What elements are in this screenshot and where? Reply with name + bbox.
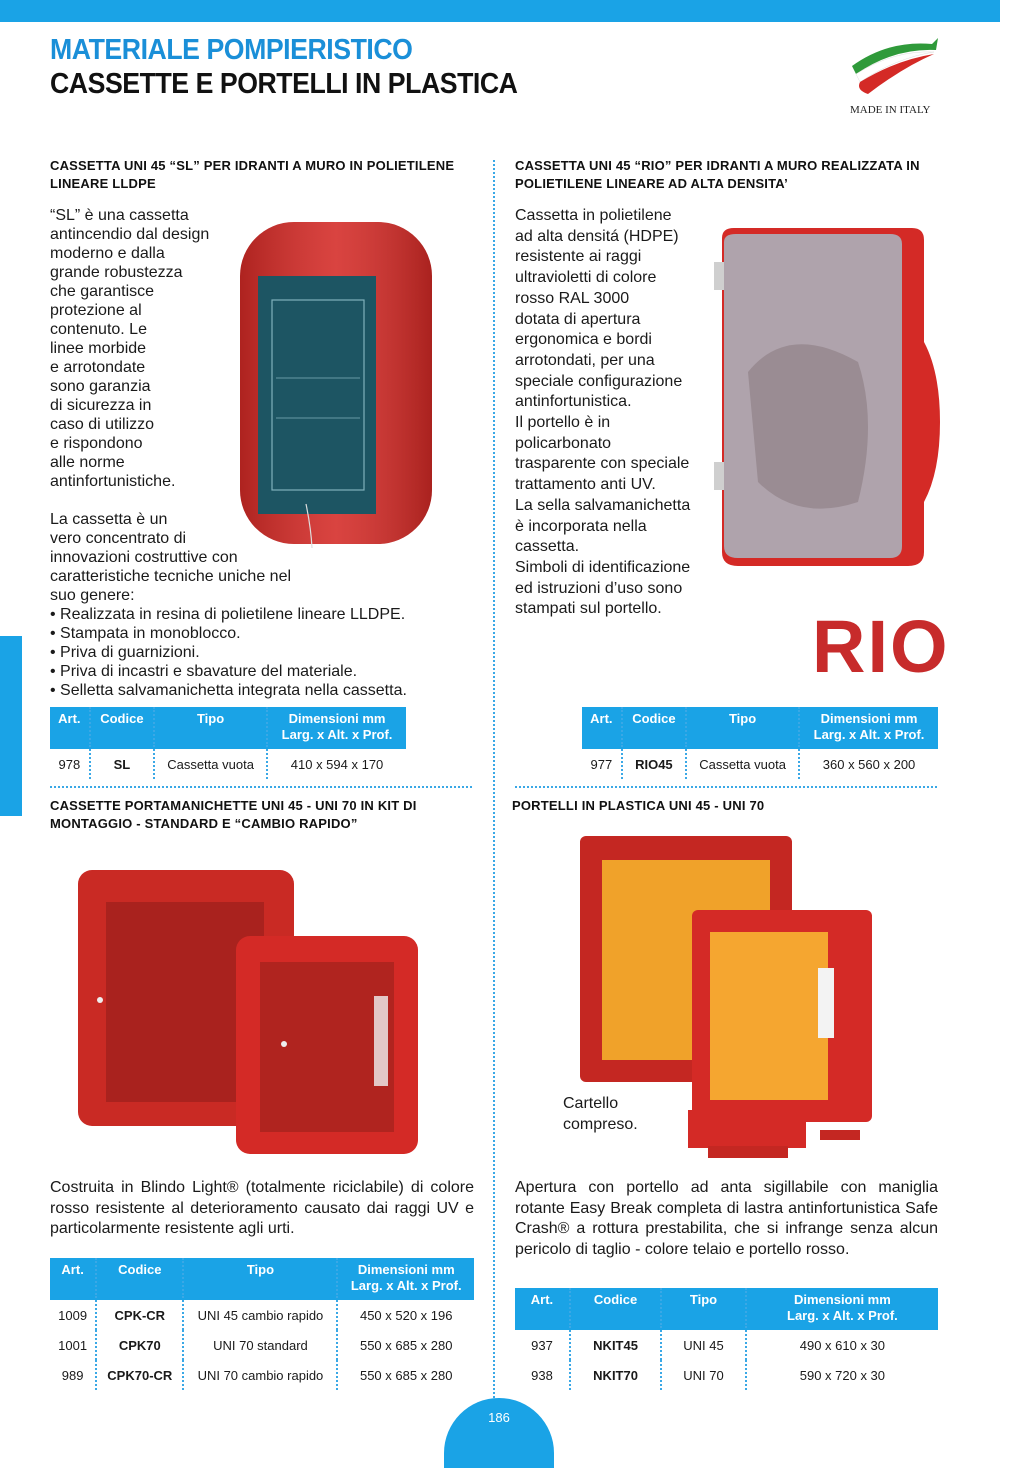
made-in-italy-label: MADE IN ITALY [850,104,931,116]
page-title: CASSETTE E PORTELLI IN PLASTICA [50,68,518,100]
sl-intro: “SL” è una cassetta antincendio dal design moderno e dalla grande robustezza che garantisce protezione al contenuto. Le linee morbide e arrotondate sono garanzia di sicurezza in caso di utilizzo e rispondono alle norme antinfortunistiche. [50,207,210,490]
sl-details: La cassetta è un vero concentrato di innovazioni costruttive con caratteristiche tecniche uniche nel suo genere: • Realizzata in resina di polietilene lineare LLDPE. • Stampata in monoblocco. • Priva di guarnizioni. • Priva di incastri e sbavature del materiale. • Selletta salvamanichetta integrata nella cassetta. [50,510,450,700]
row-divider-left [50,786,472,788]
section-heading-portelli: PORTELLI IN PLASTICA UNI 45 - UNI 70 [512,798,765,813]
list-item: • Realizzata in resina di polietilene lineare LLDPE. [50,606,406,623]
section-heading-kit: CASSETTE PORTAMANICHETTE UNI 45 - UNI 70 IN KIT DI MONTAGGIO - STANDARD E “CAMBIO RAPIDO” [50,798,417,831]
col-header: Codice [96,1258,183,1299]
col-header: Art. [515,1288,570,1329]
col-header: Art. [582,707,622,748]
portelli-spec-table [515,1288,938,1390]
page-title-category: MATERIALE POMPIERISTICO [50,34,413,66]
table-row: 977 RIO45 Cassetta vuota 360 x 560 x 200 [582,748,938,779]
rio-spec-table [582,707,938,779]
column-divider [493,160,495,1410]
col-header: Dimensioni mm Larg. x Alt. x Prof. [267,707,406,748]
table-row: 1009 CPK-CR UNI 45 cambio rapido 450 x 520 x 196 [50,1299,474,1330]
col-header: Art. [50,707,90,748]
table-row: 1001 CPK70 UNI 70 standard 550 x 685 x 280 [50,1330,474,1360]
side-accent-tab [0,636,22,816]
top-accent-bar [0,0,1000,22]
col-header: Tipo [154,707,267,748]
col-header: Tipo [183,1258,337,1299]
row-divider-right [515,786,937,788]
col-header: Codice [622,707,686,748]
col-header: Tipo [686,707,799,748]
col-header: Art. [50,1258,96,1299]
kit-spec-table [50,1258,474,1390]
table-row: 978 SL Cassetta vuota 410 x 594 x 170 [50,748,406,779]
col-header: Codice [570,1288,661,1329]
page-number-tab [444,1398,554,1468]
portelli-description: Apertura con portello ad anta sigillabile con maniglia rotante Easy Break completa di lastra antinfortunistica Safe Crash® a rottura prestabilita, che si infrange senza alcun pericolo di taglio - colore telaio e portello rosso. [515,1179,938,1258]
section-heading-rio: CASSETTA UNI 45 “RIO” PER IDRANTI A MURO REALIZZATA IN POLIETILENE LINEARE AD ALTA DENSITA’ [515,158,920,191]
rio-logo: RIO [812,605,950,688]
sl-features-list [50,605,450,700]
col-header: Tipo [661,1288,746,1329]
col-header: Dimensioni mm Larg. x Alt. x Prof. [799,707,938,748]
table-row: 938 NKIT70 UNI 70 590 x 720 x 30 [515,1360,938,1390]
italian-flag-icon [848,36,940,98]
list-item: • Priva di incastri e sbavature del materiale. [50,663,358,680]
sl-cabinet-image [236,218,442,552]
rio-description: Cassetta in polietilene ad alta densitá (HDPE) resistente ai raggi ultravioletti di colore rosso RAL 3000 dotata di apertura ergonomica e bordi arrotondati, per una speciale configurazione antinfortunistica. Il portello è in policarbonato trasparente con speciale trattamento anti UV. La sella salvamanichetta è incorporata nella cassetta. Simboli di identificazione ed istruzioni d’uso sono stampati sul portello. [515,207,691,618]
table-row: 937 NKIT45 UNI 45 490 x 610 x 30 [515,1329,938,1360]
table-row: 989 CPK70-CR UNI 70 cambio rapido 550 x 685 x 280 [50,1360,474,1390]
list-item: • Stampata in monoblocco. [50,625,241,642]
col-header: Dimensioni mm Larg. x Alt. x Prof. [337,1258,474,1299]
page-number: 186 [488,1410,510,1425]
kit-description: Costruita in Blindo Light® (totalmente riciclabile) di colore rosso resistente al deterioramento causato dai raggi UV e particolarmente resistente agli urti. [50,1179,474,1237]
col-header: Codice [90,707,154,748]
kit-cabinets-image [76,866,422,1154]
col-header: Dimensioni mm Larg. x Alt. x Prof. [746,1288,938,1329]
section-heading-sl: CASSETTA UNI 45 “SL” PER IDRANTI A MURO IN POLIETILENE LINEARE LLDPE [50,158,455,191]
rio-cabinet-image [708,222,942,572]
portelli-caption: Cartello compreso. [563,1095,638,1133]
list-item: • Selletta salvamanichetta integrata nella cassetta. [50,682,407,699]
list-item: • Priva di guarnizioni. [50,644,200,661]
sl-spec-table [50,707,406,779]
